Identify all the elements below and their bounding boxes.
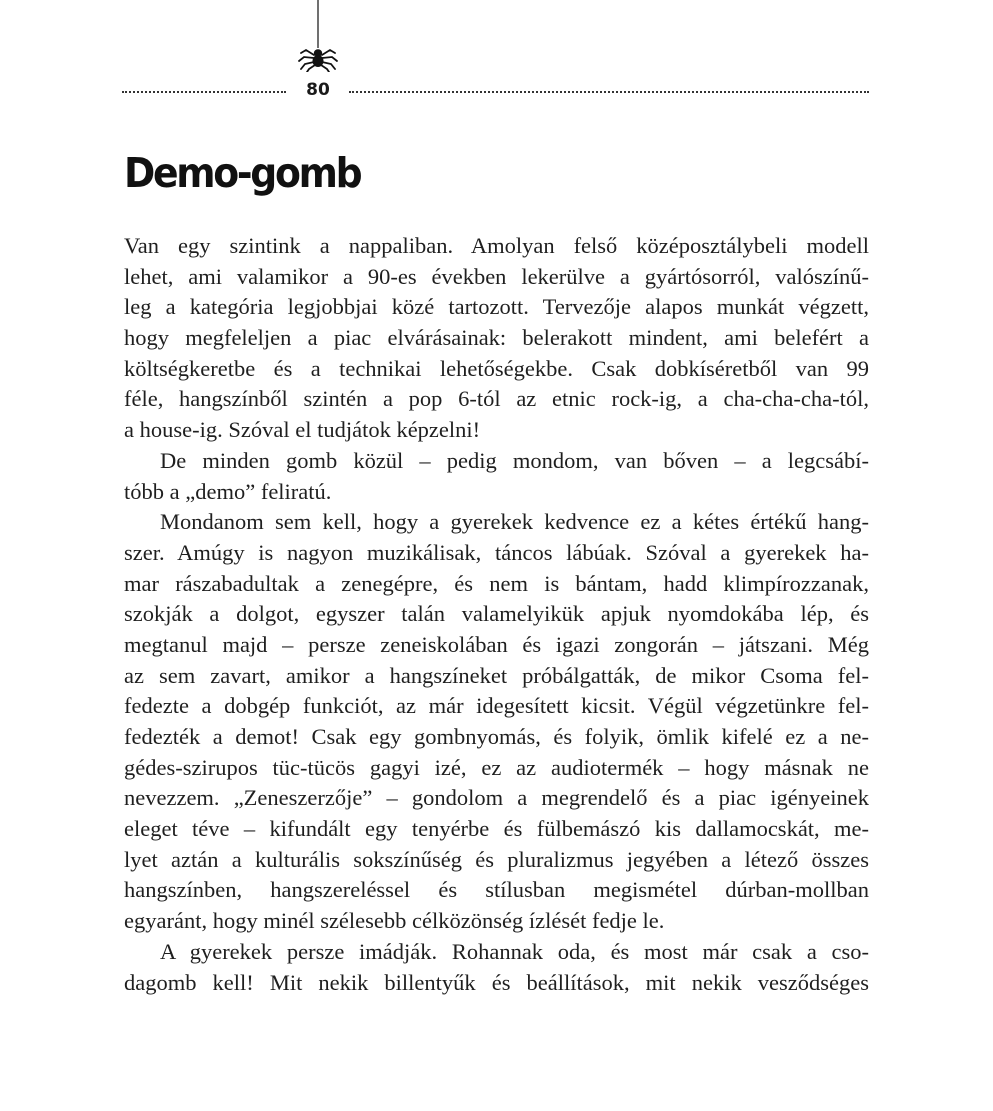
header-rule-right: [349, 91, 869, 93]
text-line: az sem zavart, amikor a hangszíneket próbálgatták, de mikor Csoma fel-: [124, 662, 869, 688]
text-line: De minden gomb közül – pedig mondom, van bőven – a legcsábí-: [160, 447, 869, 473]
text-line: szokják a dolgot, egyszer talán valamelyikük apjuk nyomdokába lép, és: [124, 601, 869, 627]
text-line: Mondanom sem kell, hogy a gyerekek kedvence ez a kétes értékű hang-: [160, 509, 869, 535]
paragraph: [124, 507, 869, 937]
text-line: dagomb kell! Mit nekik billentyűk és beállítások, mit nekik vesződséges: [124, 969, 869, 995]
text-line: leg a kategória legjobbjai közé tartozott. Tervezője alapos munkát végzett,: [124, 294, 869, 320]
text-line: hangszínben, hangszereléssel és stílusban megismétel dúrban-mollban: [124, 877, 869, 903]
text-line: a house-ig. Szóval el tudjátok képzelni!: [124, 417, 481, 443]
text-line: A gyerekek persze imádják. Rohannak oda, és most már csak a cso-: [160, 938, 869, 964]
text-line: lyet aztán a kulturális sokszínűség és pluralizmus jegyében a létező összes: [124, 846, 869, 872]
text-line: fedezte a dobgép funkciót, az már idegesített kicsit. Végül végzetünkre fel-: [124, 693, 869, 719]
paragraph: [124, 231, 869, 446]
text-line: lehet, ami valamikor a 90-es években lekerülve a gyártósorról, valószínű-: [124, 263, 869, 289]
text-line: gédes-szirupos tüc-tücös gagyi izé, ez az audiotermék – hogy másnak ne: [124, 754, 869, 780]
text-line: fedezték a demot! Csak egy gombnyomás, és folyik, ömlik kifelé ez a ne-: [124, 724, 869, 749]
text-line: eleget téve – kifundált egy tenyérbe és fülbemászó kis dallamocskát, me-: [124, 816, 869, 842]
text-line: egyaránt, hogy minél szélesebb célközönség ízlését fedje le.: [124, 908, 665, 934]
paragraph: [124, 446, 869, 507]
text-line: nevezzem. „Zeneszerzője” – gondolom a megrendelő és a piac igényeinek: [124, 785, 869, 811]
paragraph: [124, 937, 869, 998]
body-text: [124, 231, 869, 998]
text-line: megtanul majd – persze zeneiskolában és igazi zongorán – játszani. Még: [124, 631, 869, 657]
page-number: 80: [306, 80, 330, 100]
text-line: féle, hangszínből szintén a pop 6-tól az etnic rock-ig, a cha-cha-cha-tól,: [124, 386, 869, 412]
text-line: költségkeretbe és a technikai lehetőségekbe. Csak dobkíséretből van 99: [124, 355, 869, 381]
text-line: hogy megfeleljen a piac elvárásainak: belerakott mindent, ami belefért a: [124, 325, 869, 351]
text-line: mar rászabadultak a zenegépre, és nem is bántam, hadd klimpírozzanak,: [124, 570, 869, 596]
text-line: szer. Amúgy is nagyon muzikálisak, táncos lábúak. Szóval a gyerekek ha-: [124, 539, 869, 565]
text-line: Van egy szintink a nappaliban. Amolyan felső középosztálybeli modell: [124, 233, 869, 258]
chapter-title: Demo-gomb: [124, 149, 361, 197]
header-rule-left: [122, 91, 286, 93]
spider-icon: [296, 0, 340, 72]
text-line: tóbb a „demo” feliratú.: [124, 478, 332, 504]
